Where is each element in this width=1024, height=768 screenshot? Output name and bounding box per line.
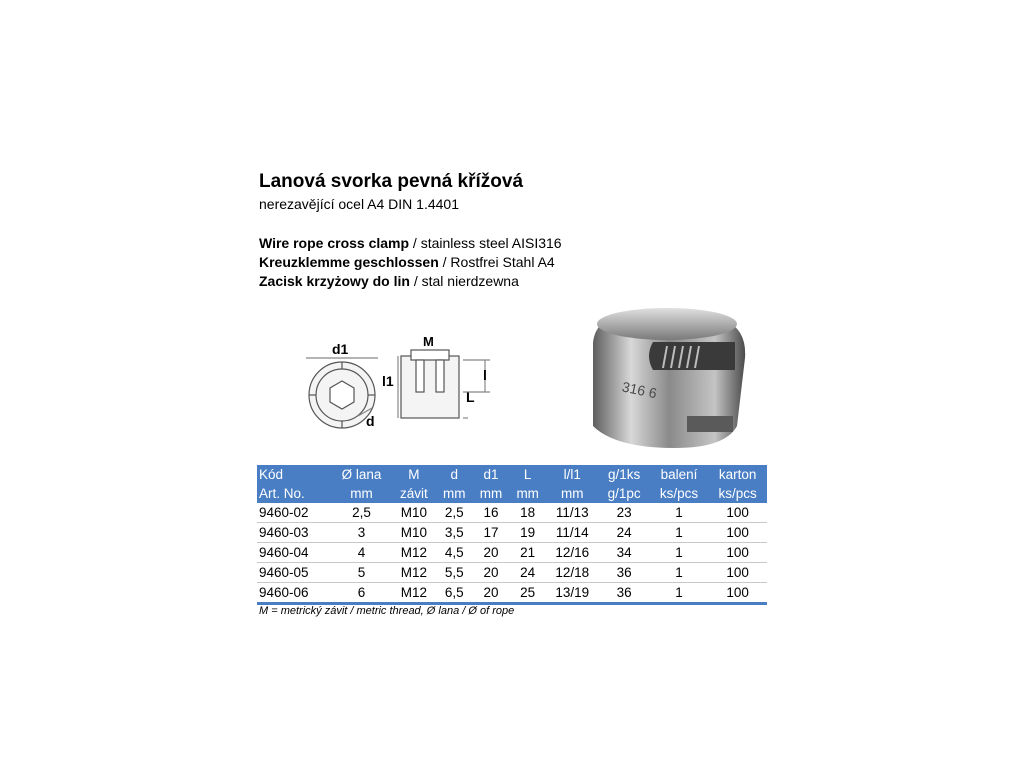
unit-carton: ks/pcs xyxy=(708,484,767,503)
cell-packing: 1 xyxy=(650,543,709,563)
cell-carton: 100 xyxy=(708,503,767,523)
clamp-lower-slot xyxy=(687,416,733,432)
cell-code: 9460-05 xyxy=(257,563,331,583)
cell-length: 21 xyxy=(509,543,546,563)
header-row-2 xyxy=(257,484,767,503)
cell-length: 19 xyxy=(509,523,546,543)
table-row xyxy=(257,563,767,583)
unit-length: mm xyxy=(509,484,546,503)
cell-code: 9460-03 xyxy=(257,523,331,543)
cell-rope-diameter: 4 xyxy=(331,543,392,563)
header-d1: d1 xyxy=(473,465,510,484)
cell-d1: 20 xyxy=(473,563,510,583)
cell-d: 5,5 xyxy=(436,563,473,583)
cell-d1: 20 xyxy=(473,543,510,563)
material-en: / stainless steel AISI316 xyxy=(409,235,562,251)
header-row-1 xyxy=(257,465,767,484)
d1-label: d1 xyxy=(332,341,349,357)
cell-d: 3,5 xyxy=(436,523,473,543)
footnote: M = metrický závit / metric thread, Ø lana / Ø of rope xyxy=(259,605,515,617)
cell-carton: 100 xyxy=(708,563,767,583)
cell-weight: 23 xyxy=(598,503,649,523)
material-pl: / stal nierdzewna xyxy=(409,273,519,289)
side-view-drawing xyxy=(398,350,490,418)
cell-code: 9460-04 xyxy=(257,543,331,563)
cell-weight: 24 xyxy=(598,523,649,543)
language-line-en xyxy=(259,235,562,251)
page-title: Lanová svorka pevná křížová xyxy=(259,171,524,192)
language-line-pl xyxy=(259,273,519,289)
header-length: L xyxy=(509,465,546,484)
m-label: M xyxy=(423,334,434,349)
cell-packing: 1 xyxy=(650,563,709,583)
cell-weight: 34 xyxy=(598,543,649,563)
cell-thread: M12 xyxy=(392,563,436,583)
clamp-top-face xyxy=(597,308,737,340)
cell-l-l1: 13/19 xyxy=(546,583,598,604)
cell-thread: M10 xyxy=(392,523,436,543)
header-weight: g/1ks xyxy=(598,465,649,484)
header-thread: M xyxy=(392,465,436,484)
cell-d1: 17 xyxy=(473,523,510,543)
cell-carton: 100 xyxy=(708,583,767,604)
cell-l-l1: 12/16 xyxy=(546,543,598,563)
cell-l-l1: 11/13 xyxy=(546,503,598,523)
table-row xyxy=(257,583,767,604)
cell-d1: 20 xyxy=(473,583,510,604)
cell-d: 2,5 xyxy=(436,503,473,523)
cell-weight: 36 xyxy=(598,563,649,583)
cell-code: 9460-02 xyxy=(257,503,331,523)
cell-d: 4,5 xyxy=(436,543,473,563)
header-packing: balení xyxy=(650,465,709,484)
header-d: d xyxy=(436,465,473,484)
cell-packing: 1 xyxy=(650,503,709,523)
cell-code: 9460-06 xyxy=(257,583,331,604)
clamp-slot xyxy=(649,342,735,370)
cell-rope-diameter: 6 xyxy=(331,583,392,604)
table-row xyxy=(257,503,767,523)
big-l-label: L xyxy=(466,389,475,405)
cell-thread: M12 xyxy=(392,583,436,604)
cell-l-l1: 12/18 xyxy=(546,563,598,583)
cell-packing: 1 xyxy=(650,583,709,604)
unit-d: mm xyxy=(436,484,473,503)
clamp-marking: 316 6 xyxy=(620,378,659,402)
l-label: l xyxy=(483,367,487,383)
cell-carton: 100 xyxy=(708,523,767,543)
unit-packing: ks/pcs xyxy=(650,484,709,503)
l1-label: l1 xyxy=(382,373,394,389)
unit-weight: g/1pc xyxy=(598,484,649,503)
cell-thread: M10 xyxy=(392,503,436,523)
cell-rope-diameter: 5 xyxy=(331,563,392,583)
cell-rope-diameter: 2,5 xyxy=(331,503,392,523)
cell-thread: M12 xyxy=(392,543,436,563)
cell-length: 18 xyxy=(509,503,546,523)
d-label: d xyxy=(366,413,375,429)
header-code: Kód xyxy=(257,465,331,484)
cell-packing: 1 xyxy=(650,523,709,543)
product-photo xyxy=(575,298,755,458)
unit-l-l1: mm xyxy=(546,484,598,503)
product-name-de: Kreuzklemme geschlossen xyxy=(259,254,439,270)
header-carton: karton xyxy=(708,465,767,484)
table-row xyxy=(257,523,767,543)
technical-drawing xyxy=(300,332,500,432)
cell-l-l1: 11/14 xyxy=(546,523,598,543)
product-name-en: Wire rope cross clamp xyxy=(259,235,410,251)
header-rope-diameter: Ø lana xyxy=(331,465,392,484)
material-de: / Rostfrei Stahl A4 xyxy=(438,254,555,270)
cell-length: 25 xyxy=(509,583,546,604)
cell-rope-diameter: 3 xyxy=(331,523,392,543)
header-l-l1: l/l1 xyxy=(546,465,598,484)
unit-rope-diameter: mm xyxy=(331,484,392,503)
cell-d1: 16 xyxy=(473,503,510,523)
unit-thread: závit xyxy=(392,484,436,503)
cell-d: 6,5 xyxy=(436,583,473,604)
cell-weight: 36 xyxy=(598,583,649,604)
cell-length: 24 xyxy=(509,563,546,583)
table-row xyxy=(257,543,767,563)
specification-table xyxy=(257,465,767,605)
product-name-pl: Zacisk krzyżowy do lin xyxy=(259,273,410,289)
page-subtitle: nerezavějící ocel A4 DIN 1.4401 xyxy=(259,196,460,212)
cell-carton: 100 xyxy=(708,543,767,563)
language-line-de xyxy=(259,254,555,270)
header-art-no: Art. No. xyxy=(257,484,331,503)
unit-d1: mm xyxy=(473,484,510,503)
